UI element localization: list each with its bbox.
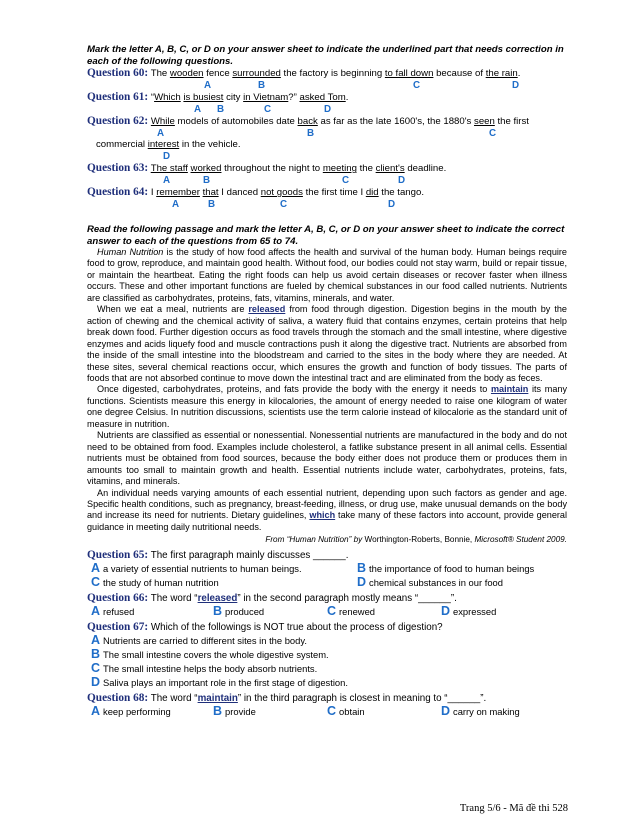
option-letter: B [213,604,223,619]
underlined-b: surrounded [232,68,281,79]
question-64 [87,186,567,199]
option-text: chemical substances in our food [369,577,503,589]
letter-row-62b [87,151,567,162]
option-text: The small intestine covers the whole digestive system. [103,649,329,661]
question-66 [87,592,567,619]
letter-d: D [512,80,520,91]
underlined-d: asked Tom [299,92,346,103]
passage-paragraph-3 [87,384,567,430]
passage-paragraph-2 [87,304,567,384]
question-67 [87,621,567,690]
letter-row-61 [87,104,567,115]
letter-d: D [324,104,332,115]
option-b[interactable] [87,648,567,662]
question-stem: The word “ [148,693,198,705]
letter-a: A [194,104,202,115]
passage-text: An individual needs varying amounts of each essential nutrient, depending upon such factors as gender and age. Specific health conditions, such as pregnancy, breast-feeding, illness, or drug use, make unusual demands on the body and increase its need for nutrients. Dietary guidelines, [87,487,567,521]
option-c[interactable] [327,705,365,718]
letter-row-64 [87,199,567,210]
option-d[interactable] [87,676,567,690]
underlined-d: interest [147,139,180,150]
option-text: keep performing [103,706,171,718]
q-text: I danced [218,187,261,198]
q-text: city [223,92,244,103]
option-b[interactable] [213,605,264,618]
q-text: the tango. [378,187,424,198]
option-a[interactable] [91,605,134,618]
option-letter: A [91,633,101,648]
q-text: the factory is beginning [280,68,385,79]
letter-b: B [217,104,225,115]
option-a[interactable] [91,705,171,718]
question-label: Question 68: [87,692,149,705]
underlined-d: the rain [485,68,518,79]
passage-text: Once digested, carbohydrates, proteins, and fats provide the body with the energy it needs to [97,384,491,395]
question-label: Question 61: [87,91,149,103]
letter-row-60 [87,80,567,91]
option-letter: D [357,575,367,590]
underlined-a: While [150,116,175,127]
letter-d: D [398,175,406,186]
option-text: renewed [339,606,375,618]
question-label: Question 64: [87,186,149,198]
option-text: a variety of essential nutrients to human beings [103,563,299,575]
q-text: the [356,163,376,174]
q-text: . [345,92,349,103]
q-text: as far as the late 1600's, the 1880's [317,116,475,127]
q-text: the first [494,116,529,127]
keyword-maintain: maintain [490,384,529,395]
letter-a: A [163,175,171,186]
passage-paragraph-4 [87,430,567,487]
keyword-which: which [309,510,336,521]
option-letter: D [441,704,451,719]
q-text: commercial [96,139,148,150]
question-62-line2 [87,139,567,151]
letter-c: C [342,175,350,186]
options-row [87,562,567,576]
letter-b: B [203,175,211,186]
option-letter: A [91,704,101,719]
passage-source [87,534,567,546]
option-letter: C [327,604,337,619]
letter-c: C [280,199,288,210]
underlined-d: did [365,187,379,198]
underlined-b: is busiest [183,92,224,103]
page-footer: Trang 5/6 - Mã đề thi 528 [459,803,568,814]
instruction-reading: Read the following passage and mark the letter A, B, C, or D on your answer sheet to indicate the correct answer to each of the questions from 65 to 74. [87,224,565,247]
option-text: refused [103,606,135,618]
option-text: the importance of food to human beings [369,563,535,575]
q-text: deadline. [404,163,447,174]
q-text: models of automobiles date [174,116,298,127]
letter-b: B [258,80,266,91]
underlined-c: seen [474,116,495,127]
letter-b: B [307,128,315,139]
option-text: Saliva plays an important role in the first stage of digestion. [103,677,348,689]
letter-row-63 [87,175,567,186]
question-61 [87,91,567,104]
letter-b: B [208,199,216,210]
underlined-a: Which [154,92,181,103]
letter-a: A [172,199,180,210]
underlined-b: that [202,187,219,198]
passage-text: take many of these factors into account, provide general guidance in meeting daily nutritional needs. [87,510,567,532]
question-stem: ” in the third paragraph is closest in meaning to “______”. [237,693,487,705]
underlined-a: wooden [169,68,204,79]
option-text: provide [225,706,256,718]
option-c[interactable] [87,662,567,676]
letter-a: A [204,80,212,91]
question-stem: Which of the followings is NOT true about the process of digestion? [148,622,443,634]
passage-paragraph-5 [87,488,567,534]
option-letter: C [91,575,101,590]
underlined-c: not goods [260,187,303,198]
underlined-a: remember [156,187,200,198]
question-keyword: released [197,593,238,605]
option-letter: C [91,661,101,676]
q-text: The [150,68,170,79]
passage-text: Nutrients are classified as essential or nonessential. Nonessential nutrients are manufactured in the body and do not need to be obtained from food. Examples include cholesterol, a fatlike substance present in all animal cells. Essential nutrients must be obtained from food sources, because the body either does not produce them or produces them in amounts too small to maintain growth and health. Essential nutrients include water, carbohydrates, proteins, fats, vitamins, and minerals. [87,430,567,487]
question-label: Question 63: [87,162,149,174]
q-text: I [148,187,157,198]
option-d[interactable] [441,605,496,618]
option-d[interactable] [357,576,503,589]
question-stem: The word “ [148,593,198,605]
option-letter: C [327,704,337,719]
option-text: produced [225,606,265,618]
passage-text: its many functions. Scientists measure this energy in kilocalories, the amount of energy needed to raise one kilogram of water one degree Celsius. In nutrition discussions, scientists use the term calorie instead of kilocalorie as the standard unit of measure in nutrition. [87,384,567,429]
question-label: Question 67: [87,621,149,634]
q-text: because of [433,68,486,79]
passage-text: is the study of how food affects the health and survival of the human body. Human beings require food to grow, reproduce, and maintain good health. Without food, our bodies could not stay warm, build or repair tissue, or maintain the heartbeat. Eating the right foods can help us avoid certain diseases or recover faster when illness occurs. These and other important functions are fueled by chemical substances in our food called nutrients. Nutrients are classified as carbohydrates, proteins, fats, vitamins, minerals, and water. [87,247,567,303]
question-keyword: maintain [197,693,238,705]
q-text: “ [150,92,155,103]
q-text: ?” [288,92,300,103]
keyword-released: released [248,304,286,315]
letter-a: A [157,128,165,139]
option-text: The small intestine helps the body absorb nutrients. [103,663,318,675]
option-letter: B [213,704,223,719]
option-a[interactable] [87,634,567,648]
question-stem: ” in the second paragraph mostly means “______”. [237,593,457,605]
option-text: carry on making [453,706,520,718]
option-b[interactable] [213,705,256,718]
question-label: Question 66: [87,592,149,605]
option-c[interactable] [91,576,219,589]
underlined-c: meeting [322,163,357,174]
underlined-b: back [297,116,318,127]
source-publication: Microsoft® Student 2009. [474,535,567,545]
exam-page [87,44,567,719]
q-text: in the vehicle. [179,139,241,150]
option-letter: B [91,647,101,662]
option-b[interactable] [357,562,534,575]
source-text: From “Human Nutrition” by [265,535,365,545]
underlined-b: worked [190,163,222,174]
option-text: obtain [339,706,365,718]
instruction-error-identification: Mark the letter A, B, C, or D on your answer sheet to indicate the underlined part that needs correction in each of the following questions. [87,44,564,67]
option-letter: D [91,675,101,690]
options-row [87,576,567,590]
option-text: expressed [453,606,497,618]
q-text: fence [203,68,233,79]
q-text: the first time I [302,187,366,198]
passage-text: from food through digestion. Digestion begins in the mouth by the action of chewing and the chemical activity of saliva, a watery fluid that contains enzymes, certain proteins that help break down food. Further digestion occurs as food travels through the stomach and the small intestine, where digestive enzymes and acids liquefy food and muscle contractions push it along the digestive tract. Nutrients are absorbed from the inside of the small intestine into the bloodstream and carried to the sites in the body where they are needed. At these sites, several chemical reactions occur, which ensures the growth and function of body tissues. The parts of foods that are not absorbed continue to move down the intestinal tract and are eliminated from the body as feces. [87,304,567,383]
underlined-c: in Vietnam [243,92,289,103]
option-a[interactable]: A a variety of essential nutrients to human beings. [91,561,302,576]
question-label: Question 65: [87,549,149,562]
underlined-a: The staff [150,163,188,174]
underlined-d: client's [375,163,405,174]
source-author: Worthington-Roberts, Bonnie, [364,535,475,545]
passage-paragraph-1 [87,247,567,304]
letter-c: C [264,104,272,115]
question-62 [87,115,567,128]
passage-text: When we eat a meal, nutrients are [97,304,249,315]
passage-italic-term: Human Nutrition [97,247,164,257]
question-stem: The first paragraph mainly discusses ______. [148,550,349,562]
question-65 [87,549,567,590]
option-letter: D [441,604,451,619]
option-c[interactable] [327,605,375,618]
options-row [87,605,567,619]
question-60 [87,67,567,80]
option-text: the study of human nutrition [103,577,219,589]
letter-d: D [163,151,171,162]
q-text: . [517,68,521,79]
option-letter: A [91,604,101,619]
question-63 [87,162,567,175]
question-label: Question 62: [87,115,149,127]
option-letter: A [91,561,101,576]
letter-d: D [388,199,396,210]
option-d[interactable] [441,705,520,718]
underlined-c: to fall down [384,68,434,79]
option-text: Nutrients are carried to different sites in the body. [103,635,307,647]
letter-c: C [489,128,497,139]
question-68 [87,692,567,719]
options-row [87,705,567,719]
question-label: Question 60: [87,67,149,79]
q-text: throughout the night to [221,163,323,174]
letter-c: C [413,80,421,91]
letter-row-62 [87,128,567,139]
option-letter: B [357,561,367,576]
